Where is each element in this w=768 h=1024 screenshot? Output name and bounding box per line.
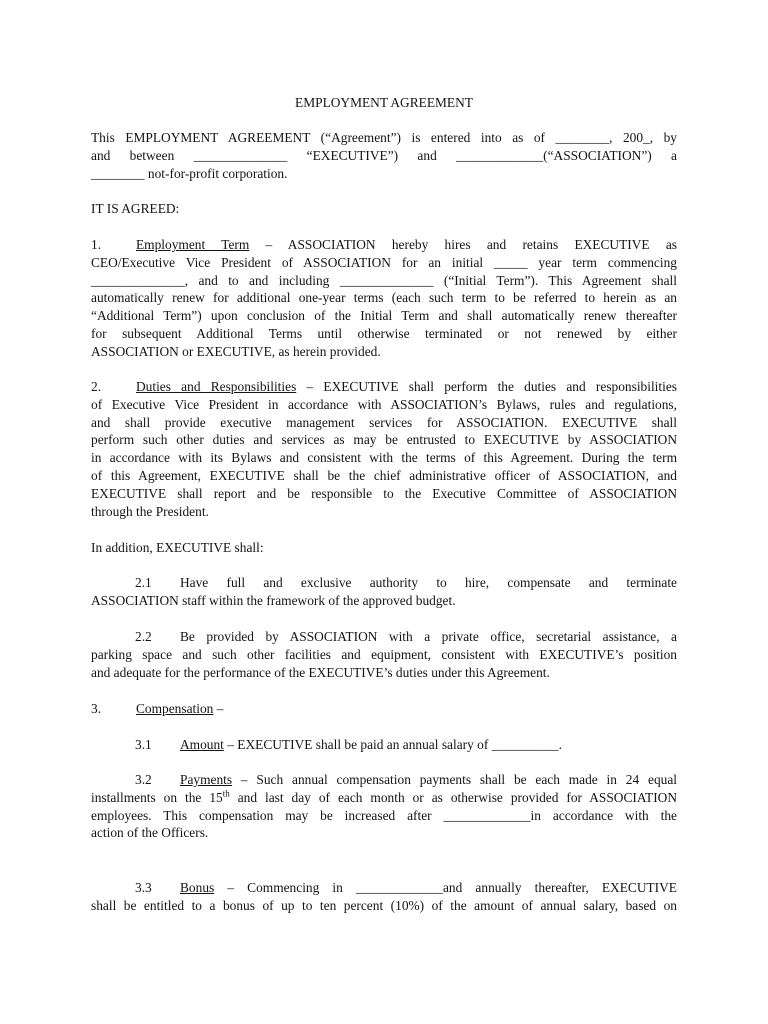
- in-addition-line: In addition, EXECUTIVE shall:: [91, 540, 264, 555]
- section-line: [91, 236, 677, 254]
- ordinal-suffix: th: [222, 788, 230, 799]
- section-text: – Such annual compensation payments shall be each made in 24 equal: [232, 772, 677, 787]
- section-line: [91, 789, 677, 807]
- section-line: ASSOCIATION or EXECUTIVE, as herein provided.: [91, 343, 381, 359]
- section-text: Be provided by ASSOCIATION with a private office, secretarial assistance, a: [180, 629, 677, 644]
- section-text: and last day of each month or as otherwise provided for ASSOCIATION: [229, 789, 678, 805]
- section-line: [91, 879, 677, 897]
- section-line: of Executive Vice President in accordance with ASSOCIATION’s Bylaws, rules and regulations,: [91, 396, 677, 412]
- section-line: CEO/Executive Vice President of ASSOCIATION for an initial _____ year term commencing: [91, 254, 677, 270]
- intro-line: and between ______________ “EXECUTIVE”) and _____________(“ASSOCIATION”) a: [91, 147, 677, 163]
- section-line: ______________, and to and including ______________ (“Initial Term”). This Agreement shall: [91, 272, 677, 288]
- section-line: [91, 736, 677, 754]
- section-text: – EXECUTIVE shall be paid an annual salary of __________.: [223, 737, 562, 752]
- section-line: [91, 378, 677, 396]
- section-line: of this Agreement, EXECUTIVE shall be the chief administrative officer of ASSOCIATION, and: [91, 467, 677, 483]
- section-line: [91, 628, 677, 646]
- intro-line: ________ not-for-profit corporation.: [91, 165, 288, 181]
- section-3-2-payments: [91, 771, 677, 842]
- section-line: [91, 700, 677, 718]
- section-heading: Duties and Responsibilities: [136, 379, 297, 394]
- section-2-1: [91, 574, 677, 610]
- section-line: in accordance with its Bylaws and consistent with the terms of this Agreement. During the term: [91, 450, 677, 466]
- section-3-compensation: [91, 700, 677, 718]
- section-line: employees. This compensation may be increased after _____________in accordance with the: [91, 807, 677, 823]
- section-text: –: [213, 701, 224, 716]
- section-heading: Employment Term: [136, 237, 250, 252]
- intro-paragraph: [91, 129, 677, 182]
- section-line: “Additional Term”) upon conclusion of the Initial Term and shall automatically renew thereafter: [91, 308, 677, 324]
- section-line: automatically renew for additional one-year terms (each such term to be referred to herein as an: [91, 290, 677, 306]
- section-number: 3.2: [135, 772, 152, 787]
- section-line: ASSOCIATION staff within the framework of the approved budget.: [91, 592, 456, 608]
- section-3-3-bonus: [91, 879, 677, 915]
- section-text: installments on the 15: [91, 789, 223, 805]
- section-line: shall be entitled to a bonus of up to ten percent (10%) of the amount of annual salary, based on: [91, 897, 677, 913]
- it-is-agreed: IT IS AGREED:: [91, 201, 180, 216]
- section-text: – EXECUTIVE shall perform the duties and responsibilities: [296, 379, 677, 394]
- section-line: EXECUTIVE shall report and be responsible to the Executive Committee of ASSOCIATION: [91, 485, 677, 501]
- section-line: for subsequent Additional Terms until otherwise terminated or not renewed by either: [91, 325, 677, 341]
- section-number: 3.3: [135, 880, 152, 895]
- section-line: perform such other duties and services as may be entrusted to EXECUTIVE by ASSOCIATION: [91, 432, 677, 448]
- section-number: 3.1: [135, 737, 152, 752]
- section-line: through the President.: [91, 503, 209, 519]
- section-number: 1.: [91, 237, 102, 252]
- section-2-2: [91, 628, 677, 681]
- section-line: [91, 574, 677, 592]
- document-title: EMPLOYMENT AGREEMENT: [295, 95, 473, 110]
- section-number: 2.2: [135, 629, 152, 644]
- section-heading: Compensation: [136, 701, 214, 716]
- section-line: action of the Officers.: [91, 825, 209, 841]
- section-text: – ASSOCIATION hereby hires and retains EXECUTIVE as: [249, 237, 677, 252]
- section-text: Have full and exclusive authority to hire, compensate and terminate: [180, 575, 677, 590]
- section-heading: Bonus: [180, 880, 215, 895]
- section-1-employment-term: [91, 236, 677, 361]
- section-number: 2.: [91, 379, 102, 394]
- section-3-1-amount: [91, 736, 677, 754]
- section-line: and adequate for the performance of the EXECUTIVE’s duties under this Agreement.: [91, 664, 550, 680]
- section-number: 2.1: [135, 575, 152, 590]
- section-text: – Commencing in _____________and annually thereafter, EXECUTIVE: [214, 880, 677, 895]
- intro-line: This EMPLOYMENT AGREEMENT (“Agreement”) is entered into as of ________, 200_, by: [91, 130, 677, 145]
- section-number: 3.: [91, 701, 102, 716]
- section-2-duties: [91, 378, 677, 520]
- section-line: and shall provide executive management services for ASSOCIATION. EXECUTIVE shall: [91, 414, 677, 430]
- section-heading: Payments: [180, 772, 233, 787]
- section-line: parking space and such other facilities and equipment, consistent with EXECUTIVE’s position: [91, 646, 677, 662]
- section-heading: Amount: [180, 737, 224, 752]
- section-line: [91, 771, 677, 789]
